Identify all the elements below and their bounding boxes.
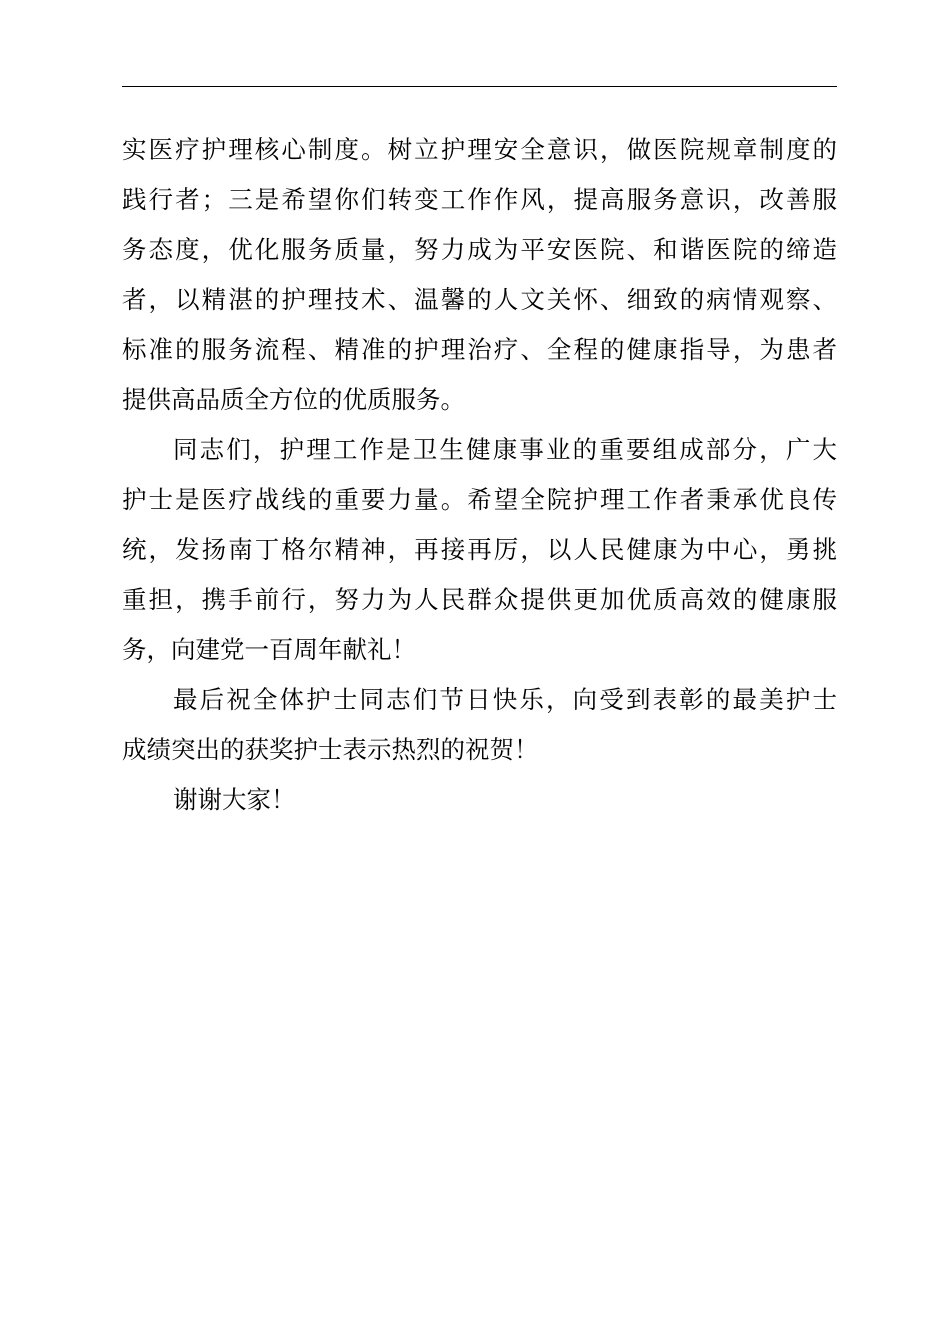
paragraph-2-line-2: 护士是医疗战线的重要力量。希望全院护理工作者秉承优良传 bbox=[122, 485, 837, 514]
paragraph-1 bbox=[122, 125, 837, 425]
paragraph-2-line-4: 重担，携手前行，努力为人民群众提供更加优质高效的健康服 bbox=[122, 585, 837, 614]
paragraph-2-line-5: 务，向建党一百周年献礼！ bbox=[122, 635, 416, 664]
paragraph-4-line-1: 谢谢大家！ bbox=[173, 785, 296, 814]
paragraph-3 bbox=[122, 675, 837, 775]
paragraph-4 bbox=[122, 775, 837, 825]
body-text bbox=[122, 125, 837, 825]
paragraph-2 bbox=[122, 425, 837, 675]
paragraph-3-line-2: 成绩突出的获奖护士表示热烈的祝贺！ bbox=[122, 735, 539, 764]
header-rule bbox=[122, 86, 837, 87]
paragraph-1-line-4: 者，以精湛的护理技术、温馨的人文关怀、细致的病情观察、 bbox=[122, 285, 837, 314]
paragraph-3-line-1: 最后祝全体护士同志们节日快乐，向受到表彰的最美护士 bbox=[173, 685, 837, 714]
paragraph-1-line-3: 务态度，优化服务质量，努力成为平安医院、和谐医院的缔造 bbox=[122, 235, 837, 264]
paragraph-1-line-1: 实医疗护理核心制度。树立护理安全意识，做医院规章制度的 bbox=[122, 135, 837, 164]
paragraph-1-line-6: 提供高品质全方位的优质服务。 bbox=[122, 385, 465, 414]
paragraph-2-line-3: 统，发扬南丁格尔精神，再接再厉，以人民健康为中心，勇挑 bbox=[122, 535, 837, 564]
paragraph-1-line-2: 践行者；三是希望你们转变工作作风，提高服务意识，改善服 bbox=[122, 185, 837, 214]
paragraph-2-line-1: 同志们，护理工作是卫生健康事业的重要组成部分，广大 bbox=[173, 435, 837, 464]
paragraph-1-line-5: 标准的服务流程、精准的护理治疗、全程的健康指导，为患者 bbox=[122, 335, 837, 364]
